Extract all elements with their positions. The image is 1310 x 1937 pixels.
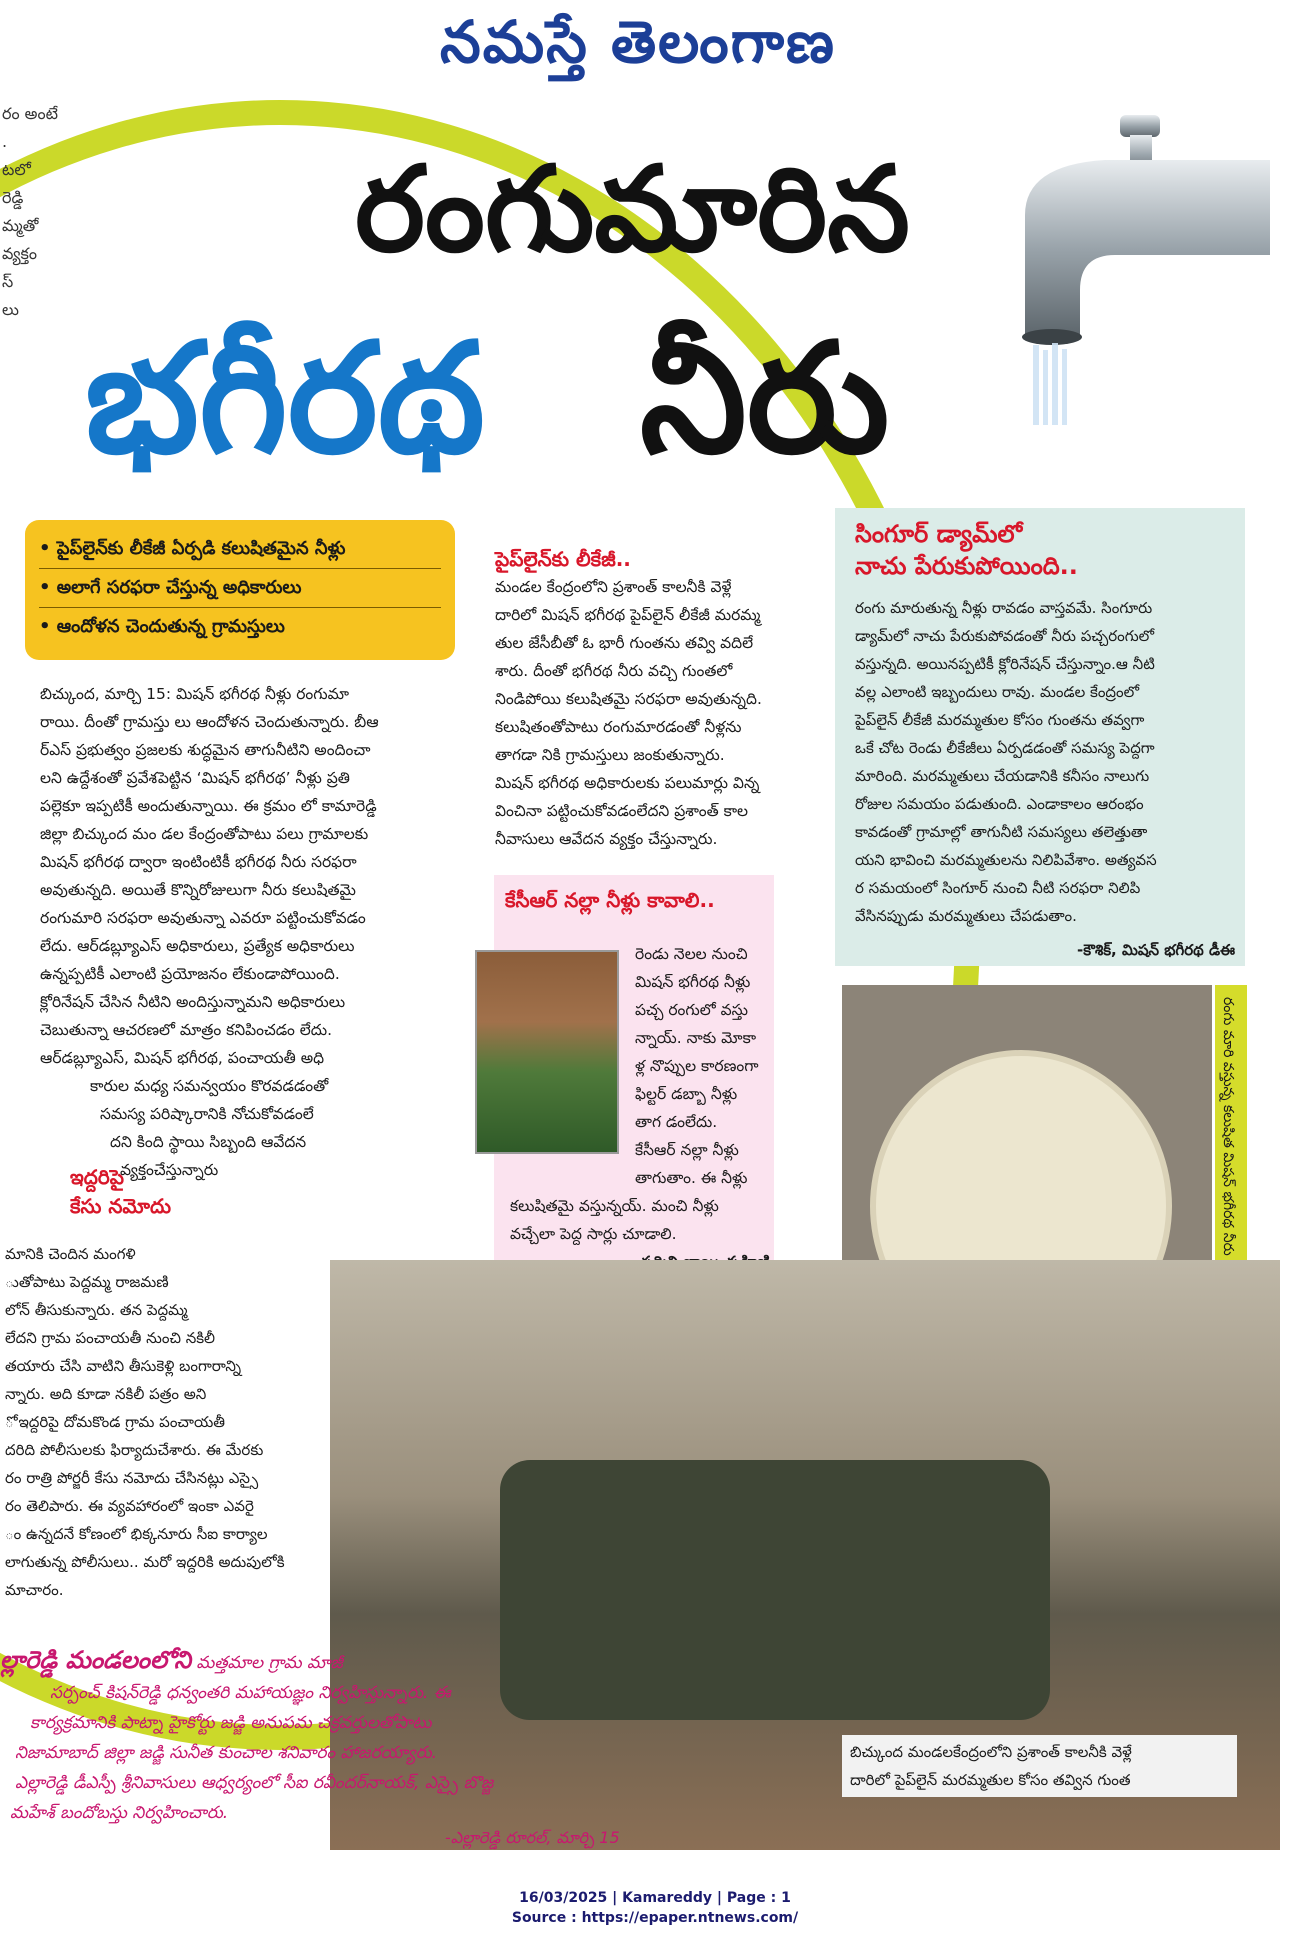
kcr-quote-text-bottom: కలుషితమై వస్తున్నయ్. మంచి నీళ్లు వచ్చేలా పెద్ద సార్లు చూడాలి. — [510, 1197, 719, 1243]
highlight-item: • పైప్‌లైన్‌కు లీకేజీ ఏర్పడి కలుషితమైన నీళ్లు — [39, 530, 441, 569]
kcr-heading: కేసీఆర్ నల్లా నీళ్లు కావాలి.. — [505, 888, 715, 912]
case-story-heading: ఇద్దరిపై కేసు నమోదు — [70, 1165, 172, 1218]
headline-line-1: రంగుమారిన — [355, 140, 910, 278]
singur-dam-story: సింగూర్ డ్యామ్‌లో నాచు పేరుకుపోయింది.. రంగు మారుతున్న నీళ్లు రావడం వాస్తవమే. సింగూరు డ్యామ్‌లో నాచు పేరుకుపోవడంతో నీరు పచ్చరంగులో వస్తున్నది. అయినప్పటికీ క్లోరినేషన్ చేస్తున్నాం.ఆ నీటి వల్ల ఎలాంటి ఇబ్బందులు రావు. మండల కేంద్రంలో పైప్‌లైన్ లీకేజీ మరమ్మతుల కోసం గుంతను తవ్వగా ఒకే చోట రెండు లీకేజీలు ఏర్పడడంతో సమస్య పెద్దగా మారింది. మరమ్మతులు చేయడానికి కనీసం నాలుగు రోజుల సమయం పడుతుంది. ఎండాకాలం ఆరంభం కావడంతో గ్రామాల్లో తాగునీటి సమస్యలు తలెత్తుతా యని భావించి మరమ్మతులను నిలిపివేశాం. అత్యవస ర సమయంలో సింగూర్ నుంచి నీటి సరఫరా నిలిపి వేసినప్పుడు మరమ్మతులు చేపడుతాం. -కౌశిక్, మిషన్ భగీరథ డీఈ — [855, 520, 1235, 959]
footer-source-link[interactable]: Source : https://epaper.ntnews.com/ — [511, 1910, 799, 1926]
case-story: మానికి చెందిన మంగళి ుతోపాటు పెద్దమ్మ రాజమణి లోన్ తీసుకున్నారు. తన పెద్దమ్మ లేదని గ్రామ పంచాయతీ నుంచి నకిలీ తయారు చేసి వాటిని తీసుకెళ్లి బంగారాన్ని న్నారు. అది కూడా నకిలీ పత్రం అని ో ఇద్దరిపై దోమకొండ గ్రామ పంచాయతీ దరిది పోలీసులకు ఫిర్యాదుచేశారు. ఈ మేరకు రం రాత్రి పోర్జరీ కేసు నమోదు చేసినట్లు ఎస్సై రం తెలిపారు. ఈ వ్యవహారంలో ఇంకా ఎవరై ం ఉన్నదనే కోణంలో భిక్కనూరు సీఐ కార్యాల లాగుతున్న పోలీసులు.. మరో ఇద్దరికి అదుపులోకి మాచారం. — [5, 1245, 285, 1599]
highlights-box — [25, 520, 455, 660]
pipeline-heading: పైప్‌లైన్‌కు లీకేజీ.. — [495, 547, 631, 571]
headline-bhagiratha: భగీరథ — [85, 310, 486, 487]
highlight-item: • అలాగే సరఫరా చేస్తున్న అధికారులు — [39, 569, 441, 608]
bowl-photo-caption: రంగు మారి వస్తున్న కలుషిత మిషన్ భగీరథ నీరు — [1215, 985, 1247, 1395]
woman-portrait-photo — [475, 950, 619, 1154]
highlight-item: • ఆందోళన చెందుతున్న గ్రామస్తులు — [39, 616, 285, 637]
masthead: నమస్తే తెలంగాణ — [440, 8, 836, 76]
main-story: బిచ్కుంద, మార్చి 15: మిషన్ భగీరథ నీళ్లు రంగుమా రాయి. దీంతో గ్రామస్తు లు ఆందోళన చెందుతున్నారు. బీఆ ర్ఎస్ ప్రభుత్వం ప్రజలకు శుద్ధమైన తాగునీటిని అందించా లని ఉద్దేశంతో ప్రవేశపెట్టిన ‘మిషన్ భగీరథ’ నీళ్లు ప్రతి పల్లెకూ ఇప్పటికీ అందుతున్నాయి. ఈ క్రమం లో కామారెడ్డి జిల్లా బిచ్కుంద మం డల కేంద్రంతోపాటు పలు గ్రామాలకు మిషన్ భగీరథ ద్వారా ఇంటింటికీ భగీరథ నీరు సరఫరా అవుతున్నది. అయితే కొన్నిరోజులుగా నీరు కలుషితమై రంగుమారి సరఫరా అవుతున్నా ఎవరూ పట్టించుకోవడం లేదు. ఆర్‌డబ్ల్యూఎస్ అధికారులు, ప్రత్యేక అధికారులు ఉన్నప్పటికీ ఎలాంటి ప్రయోజనం లేకుండాపోయింది. క్లోరినేషన్ చేసిన నీటిని అందిస్తున్నామని అధికారులు చెబుతున్నా ఆచరణలో మాత్రం కనిపించడం లేదు. ఆర్‌డబ్ల్యూఎస్, మిషన్ భగీరథ, పంచాయతీ అధి కారుల మధ్య సమన్వయం కొరవడడంతో సమస్య పరిష్కారానికి నోచుకోవడంలే దని కింది స్థాయి సిబ్బంది ఆవేదన వ్యక్తంచేస్తున్నారు — [40, 685, 379, 1179]
bottom-dateline: -ఎల్లారెడ్డి రూరల్, మార్చి 15 — [445, 1828, 620, 1847]
water-tap-icon — [985, 105, 1270, 425]
headline-neeru: నీరు — [640, 310, 890, 487]
pipeline-story: పైప్‌లైన్‌కు లీకేజీ.. మండల కేంద్రంలోని ప్రశాంత్ కాలనీకి వెళ్లే దారిలో మిషన్ భగీరథ పైప్‌లైన్ లీకేజీ మరమ్మ తుల జేసీబీతో ఓ భారీ గుంతను తవ్వి వదిలే శారు. దీంతో భగీరథ నీరు వచ్చి గుంతలో నిండిపోయి కలుషితమై సరఫరా అవుతున్నది. కలుషితంతోపాటు రంగుమారడంతో నీళ్లను తాగడా నికి గ్రామస్తులు జంకుతున్నారు. మిషన్ భగీరథ అధికారులకు పలుమార్లు విన్న వించినా పట్టించుకోవడంలేదని ప్రశాంత్ కాల నీవాసులు ఆవేదన వ్యక్తం చేస్తున్నారు. — [495, 545, 815, 853]
pit-photo-caption: బిచ్కుంద మండలకేంద్రంలోని ప్రశాంత్ కాలనీకి వెళ్లే దారిలో పైప్‌లైన్ మరమ్మతుల కోసం తవ్విన గుంత — [842, 1735, 1237, 1797]
footer-date-page: 16/03/2025 | Kamareddy | Page : 1 — [519, 1890, 791, 1906]
bottom-story: ల్లారెడ్డి మండలంలోని మత్తమాల గ్రామ మాజీ సర్పంచ్ కిషన్‌రెడ్డి ధన్వంతరి మహాయజ్ఞం నిర్వహిస్తున్నారు. ఈ కార్యక్రమానికి పాట్నా హైకోర్టు జడ్జి అనుపమ చక్రవర్తులతోపాటు నిజామాబాద్ జిల్లా జడ్జి సునీత కుంచాల శనివారం హాజరయ్యారు. ఎల్లారెడ్డి డీఎస్పీ శ్రీనివాసులు ఆధ్వర్యంలో సీఐ రవీందర్‌నాయక్, ఎస్సై బొజ్జ మహేశ్ బందోబస్తు నిర్వహించారు. — [0, 1646, 494, 1823]
left-edge-text: రం అంటే . టలో రెడ్డి మ్మతో వ్యక్తం స్ లు — [2, 104, 58, 319]
kcr-quote-text: రెండు నెలల నుంచి మిషన్ భగీరథ నీళ్లు పచ్చ రంగులో వస్తు న్నాయ్. నాకు మోకా ళ్ల నొప్పుల కారణంగా ఫిల్టర్ డబ్బా నీళ్లు తాగ డంలేదు. కేసీఆర్ నల్లా నీళ్లు తాగుతాం. ఈ నీళ్లు — [635, 945, 759, 1187]
